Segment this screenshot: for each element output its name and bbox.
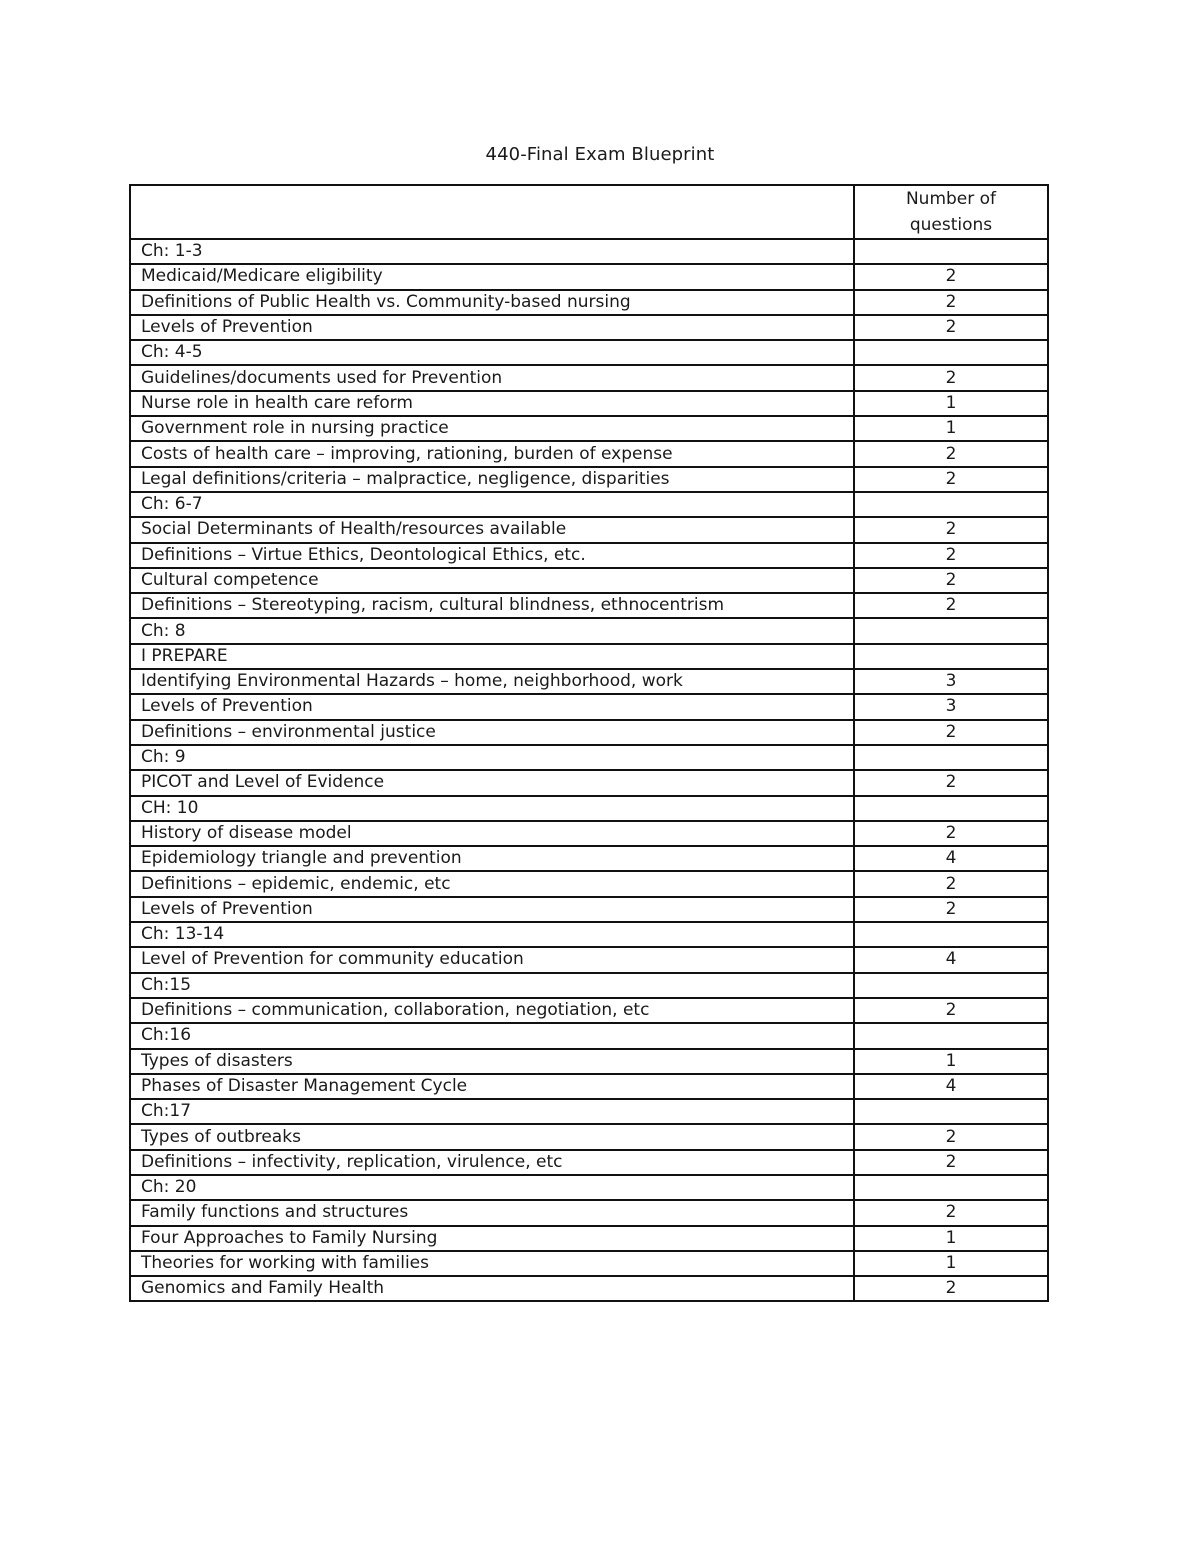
topic-cell: Ch: 6-7 [130, 492, 854, 517]
question-count-cell [854, 618, 1048, 643]
question-count-cell [854, 239, 1048, 264]
topic-cell: Ch: 20 [130, 1175, 854, 1200]
question-count-cell: 2 [854, 543, 1048, 568]
question-count-cell: 2 [854, 1124, 1048, 1149]
table-row [130, 568, 1048, 593]
table-row [130, 416, 1048, 441]
question-count-cell: 1 [854, 1251, 1048, 1276]
topic-cell: Guidelines/documents used for Prevention [130, 365, 854, 390]
question-count-cell [854, 492, 1048, 517]
table-row [130, 1023, 1048, 1048]
topic-cell: Ch: 1-3 [130, 239, 854, 264]
question-count-cell [854, 1175, 1048, 1200]
question-count-cell: 2 [854, 517, 1048, 542]
topic-cell: Genomics and Family Health [130, 1276, 854, 1301]
topic-cell: Definitions – infectivity, replication, virulence, etc [130, 1150, 854, 1175]
question-count-column-header: Number of questions [854, 185, 1048, 239]
question-count-cell: 2 [854, 998, 1048, 1023]
table-row [130, 1200, 1048, 1225]
table-row [130, 492, 1048, 517]
question-count-cell [854, 796, 1048, 821]
question-count-cell [854, 1023, 1048, 1048]
topic-cell: Ch: 9 [130, 745, 854, 770]
table-row [130, 618, 1048, 643]
topic-cell: Definitions – communication, collaboration, negotiation, etc [130, 998, 854, 1023]
topic-cell: PICOT and Level of Evidence [130, 770, 854, 795]
question-count-cell: 1 [854, 391, 1048, 416]
question-count-cell: 2 [854, 441, 1048, 466]
topic-cell: Epidemiology triangle and prevention [130, 846, 854, 871]
question-count-cell [854, 922, 1048, 947]
table-row [130, 1226, 1048, 1251]
question-count-cell: 2 [854, 290, 1048, 315]
question-count-cell: 4 [854, 947, 1048, 972]
topic-cell: Ch: 8 [130, 618, 854, 643]
topic-cell: I PREPARE [130, 644, 854, 669]
topic-cell: Ch: 13-14 [130, 922, 854, 947]
question-count-cell: 2 [854, 720, 1048, 745]
table-row [130, 973, 1048, 998]
table-row [130, 922, 1048, 947]
topic-cell: Theories for working with families [130, 1251, 854, 1276]
topic-cell: Types of outbreaks [130, 1124, 854, 1149]
table-row [130, 1251, 1048, 1276]
table-row [130, 770, 1048, 795]
table-row [130, 796, 1048, 821]
question-count-cell: 2 [854, 1150, 1048, 1175]
table-row [130, 391, 1048, 416]
question-count-cell [854, 973, 1048, 998]
topic-cell: Costs of health care – improving, rationing, burden of expense [130, 441, 854, 466]
table-row [130, 947, 1048, 972]
question-count-cell: 3 [854, 669, 1048, 694]
question-count-cell: 2 [854, 264, 1048, 289]
table-row [130, 290, 1048, 315]
topic-cell: Social Determinants of Health/resources available [130, 517, 854, 542]
question-count-cell [854, 745, 1048, 770]
table-row [130, 593, 1048, 618]
topic-cell: CH: 10 [130, 796, 854, 821]
topic-cell: Levels of Prevention [130, 897, 854, 922]
topic-cell: Definitions – Stereotyping, racism, cultural blindness, ethnocentrism [130, 593, 854, 618]
topic-cell: Ch:15 [130, 973, 854, 998]
question-count-cell: 2 [854, 1276, 1048, 1301]
question-count-cell: 1 [854, 1226, 1048, 1251]
question-count-cell: 1 [854, 1049, 1048, 1074]
table-row [130, 1175, 1048, 1200]
topic-cell: Family functions and structures [130, 1200, 854, 1225]
question-count-cell: 4 [854, 1074, 1048, 1099]
topic-cell: Four Approaches to Family Nursing [130, 1226, 854, 1251]
question-count-cell: 2 [854, 365, 1048, 390]
table-row [130, 1150, 1048, 1175]
question-count-cell: 1 [854, 416, 1048, 441]
question-count-cell: 2 [854, 770, 1048, 795]
question-count-cell [854, 340, 1048, 365]
table-row [130, 871, 1048, 896]
table-row [130, 1276, 1048, 1301]
table-row [130, 340, 1048, 365]
topic-cell: Levels of Prevention [130, 315, 854, 340]
table-row [130, 644, 1048, 669]
topic-cell: Types of disasters [130, 1049, 854, 1074]
topic-cell: Definitions – epidemic, endemic, etc [130, 871, 854, 896]
topic-cell: Ch:16 [130, 1023, 854, 1048]
question-count-cell: 2 [854, 821, 1048, 846]
topic-cell: Level of Prevention for community education [130, 947, 854, 972]
topic-cell: Phases of Disaster Management Cycle [130, 1074, 854, 1099]
topic-cell: Levels of Prevention [130, 694, 854, 719]
topic-column-header [130, 185, 854, 239]
topic-cell: Nurse role in health care reform [130, 391, 854, 416]
table-row [130, 543, 1048, 568]
table-row [130, 897, 1048, 922]
table-row [130, 315, 1048, 340]
topic-cell: Identifying Environmental Hazards – home, neighborhood, work [130, 669, 854, 694]
table-row [130, 720, 1048, 745]
question-count-cell: 4 [854, 846, 1048, 871]
table-row [130, 1049, 1048, 1074]
table-row [130, 821, 1048, 846]
question-count-cell: 2 [854, 593, 1048, 618]
question-count-cell: 2 [854, 315, 1048, 340]
topic-cell: Government role in nursing practice [130, 416, 854, 441]
blueprint-table [129, 184, 1049, 1302]
table-row [130, 745, 1048, 770]
table-row [130, 239, 1048, 264]
topic-cell: Legal definitions/criteria – malpractice, negligence, disparities [130, 467, 854, 492]
table-row [130, 1074, 1048, 1099]
topic-cell: Definitions – environmental justice [130, 720, 854, 745]
topic-cell: Definitions of Public Health vs. Community-based nursing [130, 290, 854, 315]
table-row [130, 441, 1048, 466]
table-row [130, 694, 1048, 719]
page-title: 440-Final Exam Blueprint [485, 144, 715, 165]
topic-cell: Medicaid/Medicare eligibility [130, 264, 854, 289]
topic-cell: Definitions – Virtue Ethics, Deontological Ethics, etc. [130, 543, 854, 568]
table-row [130, 517, 1048, 542]
table-row [130, 365, 1048, 390]
question-count-cell: 2 [854, 897, 1048, 922]
question-count-cell: 3 [854, 694, 1048, 719]
question-count-cell: 2 [854, 1200, 1048, 1225]
table-row [130, 669, 1048, 694]
topic-cell: Ch: 4-5 [130, 340, 854, 365]
table-row [130, 264, 1048, 289]
question-count-cell [854, 1099, 1048, 1124]
table-row [130, 998, 1048, 1023]
table-row [130, 1099, 1048, 1124]
table-row [130, 1124, 1048, 1149]
question-count-cell: 2 [854, 871, 1048, 896]
table-row [130, 846, 1048, 871]
topic-cell: Cultural competence [130, 568, 854, 593]
table-header-row [130, 185, 1048, 239]
topic-cell: Ch:17 [130, 1099, 854, 1124]
question-count-cell: 2 [854, 467, 1048, 492]
question-count-cell: 2 [854, 568, 1048, 593]
blueprint-table-body [130, 239, 1048, 1301]
question-count-cell [854, 644, 1048, 669]
topic-cell: History of disease model [130, 821, 854, 846]
table-row [130, 467, 1048, 492]
